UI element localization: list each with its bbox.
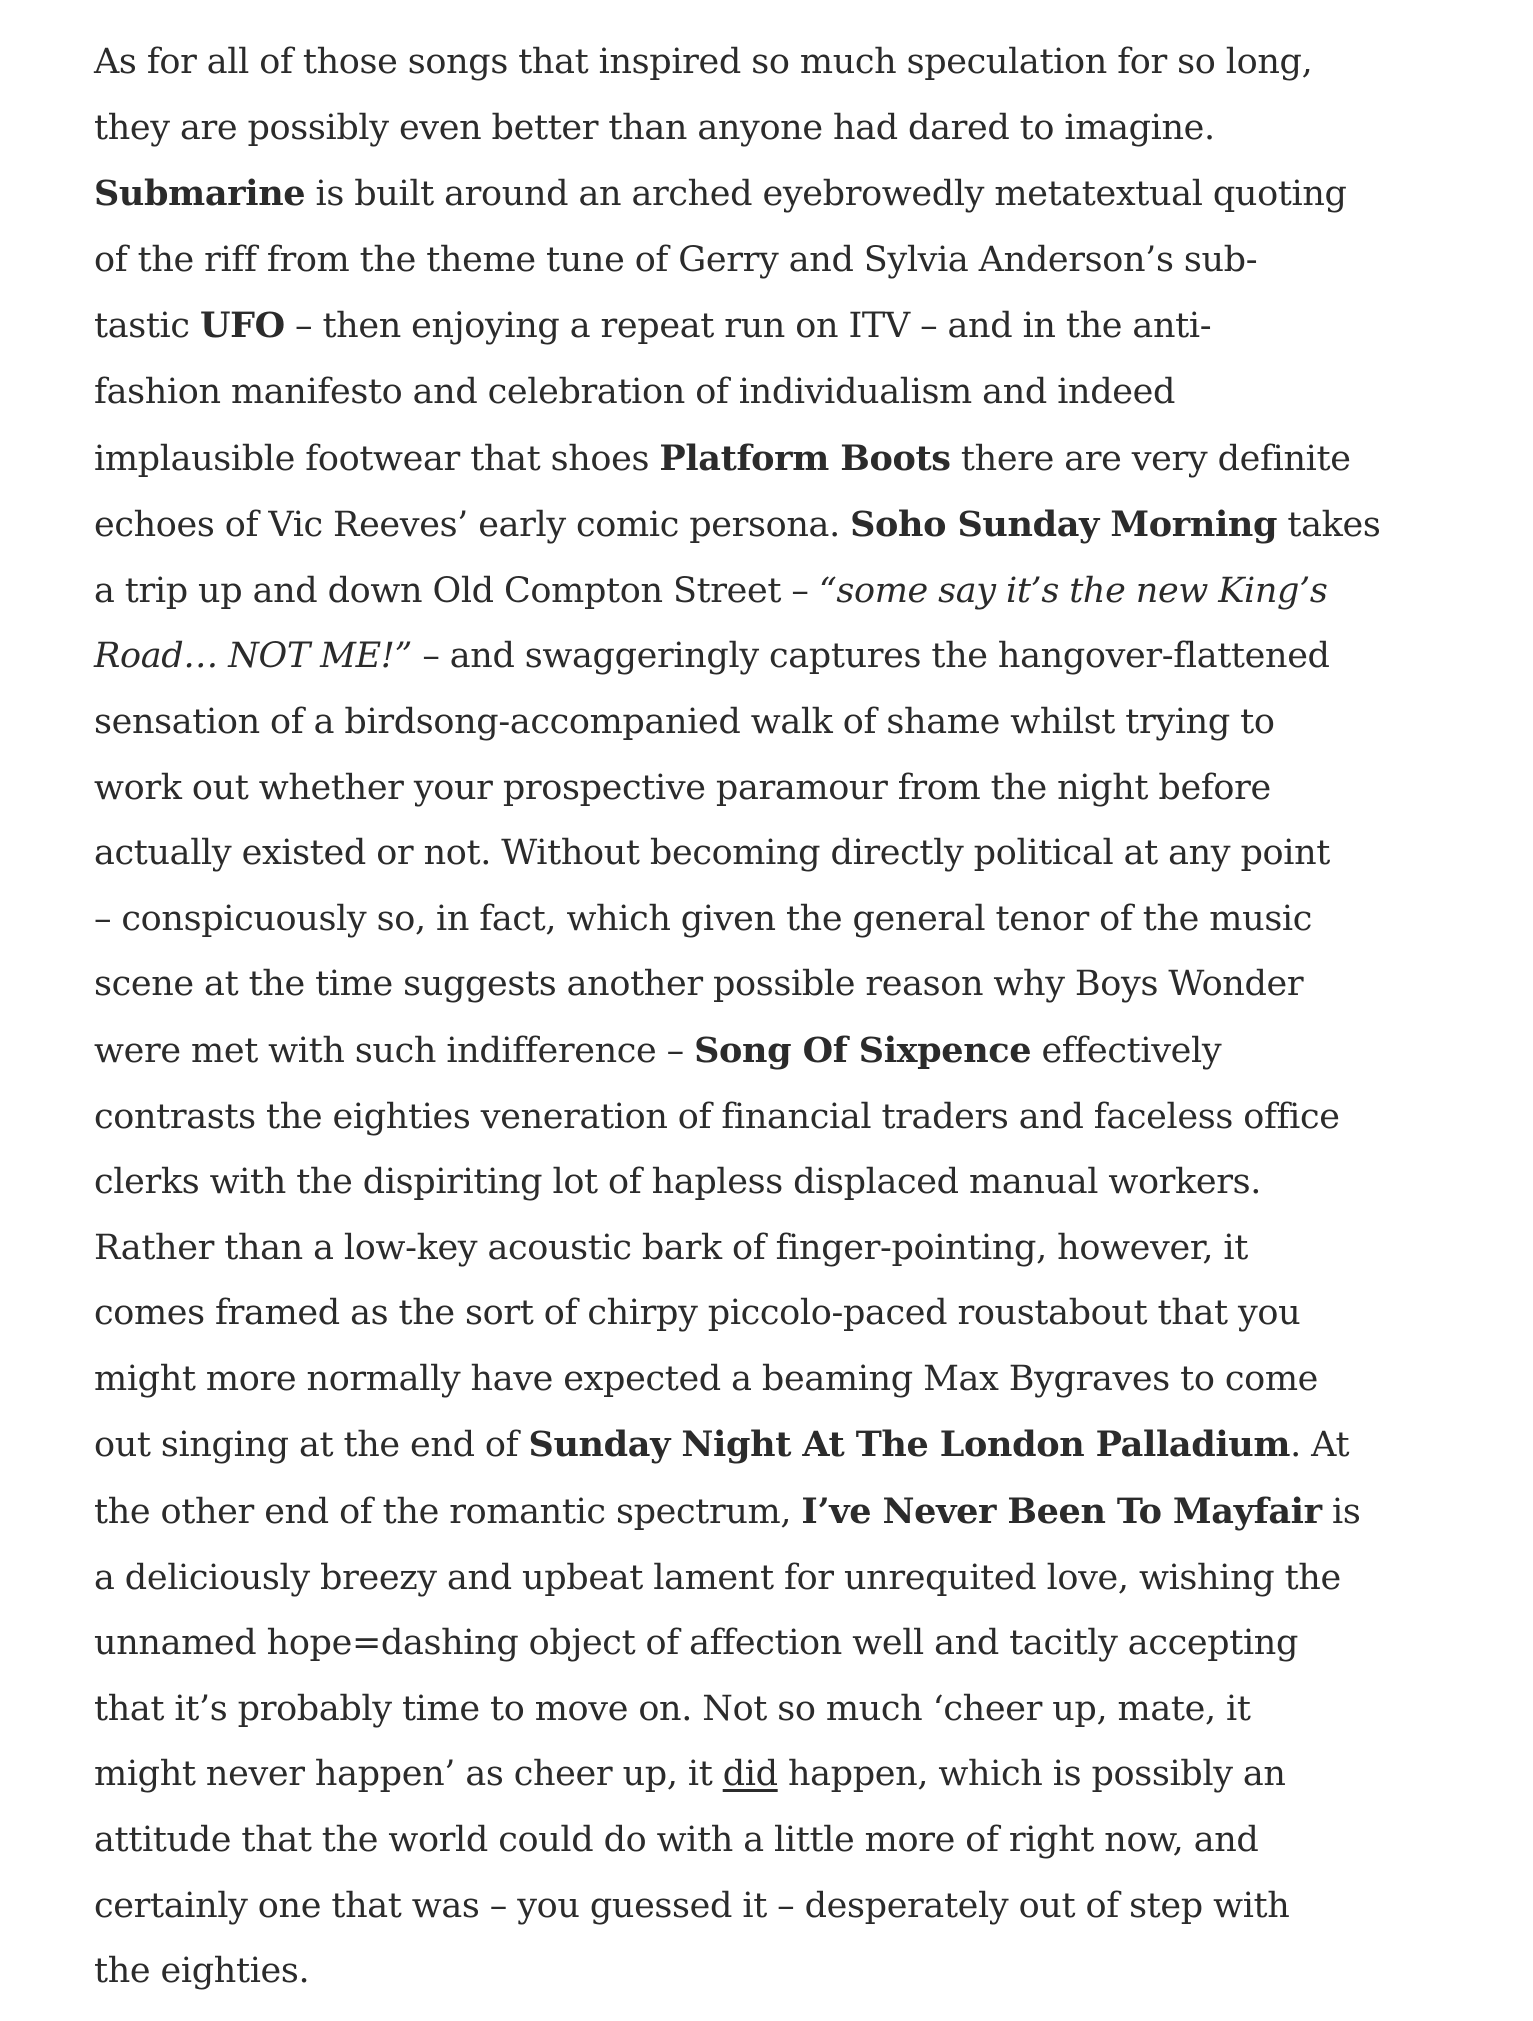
text-line [94, 161, 1454, 228]
text-line [94, 1085, 1454, 1151]
text-run: that it’s probably time to move on. Not so much ‘cheer up, mate, it [94, 1688, 1251, 1729]
text-run: sensation of a birdsong-accompanied walk of shame whilst trying to [94, 701, 1275, 742]
text-run: there are very definite [950, 438, 1351, 479]
text-run: of the riff from the theme tune of Gerry and Sylvia Anderson’s sub- [94, 239, 1258, 280]
text-line [94, 360, 1454, 426]
text-run: work out whether your prospective paramour from the night before [94, 767, 1271, 808]
text-line [94, 887, 1454, 953]
text-line [94, 1216, 1454, 1282]
text-run: might more normally have expected a beaming Max Bygraves to come [94, 1358, 1319, 1399]
song-title: Submarine [94, 173, 306, 215]
article-paragraph [94, 30, 1454, 2005]
text-run: is built around an arched eyebrowedly metatextual quoting [305, 174, 1347, 215]
text-run: the other end of the romantic spectrum, [94, 1492, 802, 1533]
text-run: implausible footwear that shoes [94, 438, 660, 479]
text-run: – conspicuously so, in fact, which given the general tenor of the music [94, 898, 1313, 939]
text-line [94, 952, 1454, 1018]
text-run: out singing at the end of [94, 1425, 529, 1466]
text-run: effectively [1031, 1030, 1222, 1071]
text-run: unnamed hope=dashing object of affection well and tacitly accepting [94, 1623, 1299, 1664]
text-run: echoes of Vic Reeves’ early comic persona. [94, 505, 851, 546]
text-run: takes [1277, 505, 1381, 546]
text-line [94, 1939, 1454, 2005]
text-run: – and swaggeringly captures the hangover-flattened [412, 636, 1330, 677]
text-run: happen, which is possibly an [777, 1754, 1286, 1795]
text-line [94, 426, 1454, 493]
text-line [94, 1150, 1454, 1216]
text-line [94, 690, 1454, 756]
text-run: comes framed as the sort of chirpy piccolo-paced roustabout that you [94, 1293, 1301, 1334]
song-title: Soho Sunday Morning [850, 504, 1278, 546]
text-line [94, 492, 1454, 559]
text-line [94, 96, 1454, 162]
song-title: Platform Boots [659, 437, 951, 479]
text-line [94, 624, 1454, 690]
text-line [94, 1412, 1454, 1479]
text-line [94, 1347, 1454, 1413]
text-line [94, 1281, 1454, 1347]
song-title: I’ve Never Been To Mayfair [801, 1491, 1322, 1533]
lyric-quote: Road… NOT ME!” [94, 636, 413, 677]
text-line [94, 559, 1454, 625]
text-line [94, 821, 1454, 887]
text-run: Rather than a low-key acoustic bark of finger-pointing, however, it [94, 1227, 1248, 1268]
text-run: a deliciously breezy and upbeat lament for unrequited love, wishing the [94, 1557, 1341, 1598]
article-body [94, 30, 1454, 2005]
text-run: actually existed or not. Without becoming directly political at any point [94, 833, 1331, 874]
text-run: attitude that the world could do with a little more of right now, and [94, 1820, 1259, 1861]
text-run: certainly one that was – you guessed it – desperately out of step with [94, 1885, 1290, 1926]
text-line [94, 30, 1454, 96]
emphasis-text: did [722, 1754, 778, 1795]
text-line [94, 1546, 1454, 1612]
text-run: the eighties. [94, 1951, 310, 1992]
text-run: contrasts the eighties veneration of financial traders and faceless office [94, 1096, 1340, 1137]
text-line [94, 1808, 1454, 1874]
text-run: . At [1290, 1425, 1350, 1466]
text-run: is [1321, 1492, 1361, 1533]
text-line [94, 1742, 1454, 1808]
text-line [94, 1479, 1454, 1546]
text-run: a trip up and down Old Compton Street – [94, 570, 819, 611]
text-line [94, 756, 1454, 822]
song-title: Song Of Sixpence [694, 1029, 1032, 1071]
text-run: they are possibly even better than anyone had dared to imagine. [94, 107, 1215, 148]
text-run: As for all of those songs that inspired so much speculation for so long, [94, 42, 1313, 82]
text-run: were met with such indifference – [94, 1030, 695, 1071]
text-run: tastic [94, 306, 200, 347]
text-run: scene at the time suggests another possible reason why Boys Wonder [94, 964, 1304, 1005]
text-run: – then enjoying a repeat run on ITV – and in the anti- [284, 306, 1212, 347]
text-line [94, 1018, 1454, 1085]
text-run: fashion manifesto and celebration of individualism and indeed [94, 371, 1176, 412]
text-line [94, 1611, 1454, 1677]
text-line [94, 1677, 1454, 1743]
lyric-quote: “some say it’s the new King’s [818, 570, 1328, 611]
text-run: clerks with the dispiriting lot of hapless displaced manual workers. [94, 1162, 1262, 1203]
text-line [94, 1874, 1454, 1940]
text-line [94, 228, 1454, 294]
text-run: might never happen’ as cheer up, it [94, 1754, 723, 1795]
song-title: Sunday Night At The London Palladium [528, 1424, 1291, 1466]
song-title: UFO [199, 305, 285, 347]
text-line [94, 293, 1454, 360]
